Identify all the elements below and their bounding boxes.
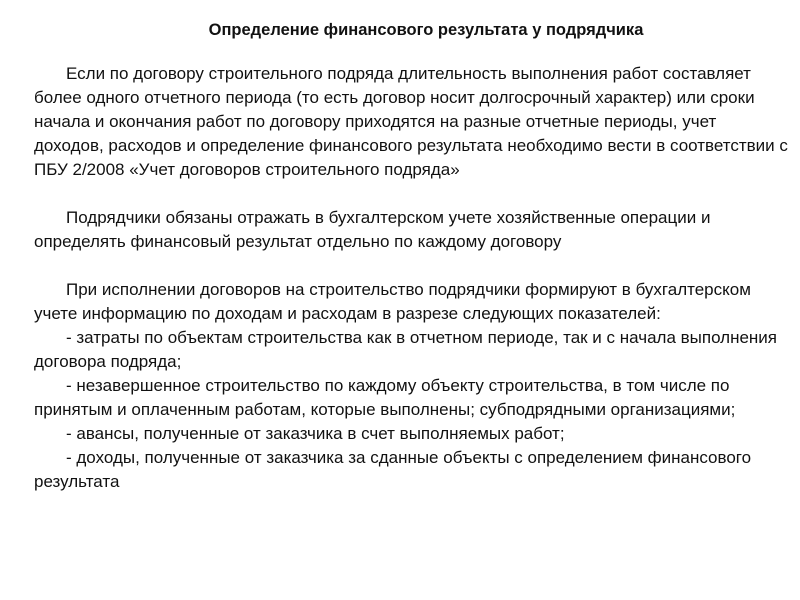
- list-item-revenues: - доходы, полученные от заказчика за сданные объекты с определением финансового результата: [34, 448, 752, 491]
- list-item-costs: - затраты по объектам строительства как в отчетном периоде, так и с начала выполнения договора подряда;: [34, 328, 778, 371]
- paragraph-contractor-obligation: Подрядчики обязаны отражать в бухгалтерском учете хозяйственные операции и определять финансовый результат отдельно по каждому договору: [34, 208, 711, 251]
- list-item-unfinished-construction: - незавершенное строительство по каждому объекту строительства, в том числе по принятым и оплаченным работам, которые выполнены; субподрядными организациями;: [34, 376, 736, 419]
- slide-title: Определение финансового результата у подрядчика: [208, 21, 644, 39]
- paragraph-contract-period: Если по договору строительного подряда длительность выполнения работ составляет более одного отчетного периода (то есть договор носит долгосрочный характер) или сроки начала и окончания работ по договору приходятся на разные отчетные периоды, учет доходов, расходов и определение финансового результата необходимо вести в соответствии с ПБУ 2/2008 «Учет договоров строительного подряда»: [34, 64, 788, 179]
- slide: [34, 18, 790, 588]
- list-item-advances: - авансы, полученные от заказчика в счет выполняемых работ;: [66, 424, 565, 443]
- paragraph-gap: [34, 182, 790, 206]
- paragraph-indicators-intro: При исполнении договоров на строительство подрядчики формируют в бухгалтерском учете информацию по доходам и расходам в разрезе следующих показателей:: [34, 280, 751, 323]
- paragraph-gap: [34, 254, 790, 278]
